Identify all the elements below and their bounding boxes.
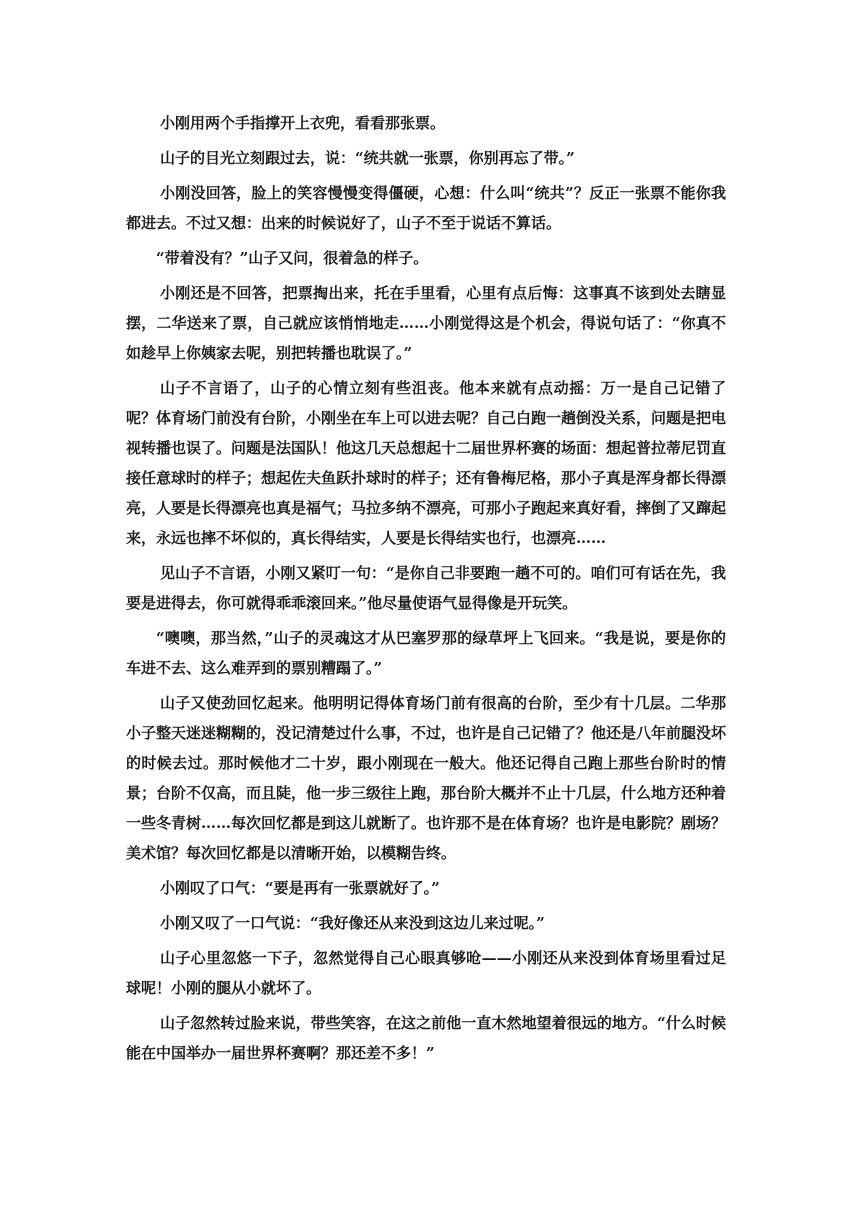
- paragraph-4: “带着没有？”山子又问，很着急的样子。: [156, 249, 429, 267]
- paragraph-10: 小刚叹了口气：“要是再有一张票就好了。”: [160, 879, 440, 897]
- article-body: [126, 108, 726, 1073]
- paragraph-13: 山子忽然转过脸来说，带些笑容，在这之前他一直木然地望着很远的地方。“什么时候能在中国举办一届世界杯赛啊？那还差不多！”: [126, 1014, 726, 1062]
- paragraph-2: 山子的目光立刻跟过去，说：“统共就一张票，你别再忘了带。”: [160, 149, 575, 167]
- paragraph-7: 见山子不言语，小刚又紧叮一句：“是你自己非要跑一趟不可的。咱们可有话在先，我要是进得去，你可就得乖乖滚回来。”他尽量使语气显得像是开玩笑。: [126, 564, 726, 612]
- paragraph-12: 山子心里忽悠一下子，忽然觉得自己心眼真够呛——小刚还从来没到体育场里看过足球呢！小刚的腿从小就坏了。: [126, 949, 726, 997]
- paragraph-8: “噢噢，那当然，”山子的灵魂这才从巴塞罗那的绿草坪上飞回来。“我是说，要是你的车进不去、这么难弄到的票别糟蹋了。”: [126, 629, 726, 677]
- paragraph-3: 小刚没回答，脸上的笑容慢慢变得僵硬，心想：什么叫“统共”？反正一张票不能你我都进去。不过又想：出来的时候说好了，山子不至于说话不算话。: [126, 184, 726, 232]
- paragraph-11: 小刚又叹了一口气说：“我好像还从来没到这边儿来过呢。”: [160, 914, 545, 932]
- paragraph-9: 山子又使劲回忆起来。他明明记得体育场门前有很高的台阶，至少有十几层。二华那小子整天迷迷糊糊的，没记清楚过什么事，不过，也许是自己记错了？他还是八年前腿没坏的时候去过。那时候他才二十岁，跟小刚现在一般大。他还记得自己跑上那些台阶时的情景；台阶不仅高，而且陡，他一步三级往上跑，那台阶大概并不止十几层，什么地方还种着一些冬青树……每次回忆都是到这儿就断了。也许那不是在体育场？也许是电影院？剧场？美术馆？每次回忆都是以清晰开始，以模糊告终。: [126, 694, 727, 862]
- paragraph-1: 小刚用两个手指撑开上衣兜，看看那张票。: [160, 114, 446, 132]
- paragraph-6: 山子不言语了，山子的心情立刻有些沮丧。他本来就有点动摇：万一是自己记错了呢？体育场门前没有台阶，小刚坐在车上可以进去呢？自己白跑一趟倒没关系，问题是把电视转播也误了。问题是法国队！他这几天总想起十二届世界杯赛的场面：想起普拉蒂尼罚直接任意球时的样子；想起佐夫鱼跃扑球时的样子；还有鲁梅尼格，那小子真是浑身都长得漂亮，人要是长得漂亮也真是福气；马拉多纳不漂亮，可那小子跑起来真好看，摔倒了又蹿起来，永远也摔不坏似的，真长得结实，人要是长得结实也行，也漂亮……: [126, 379, 727, 547]
- paragraph-5: 小刚还是不回答，把票掏出来，托在手里看，心里有点后悔：这事真不该到处去瞎显摆，二华送来了票，自己就应该悄悄地走……小刚觉得这是个机会，得说句话了：“你真不如趁早上你姨家去呢，别把转播也耽误了。”: [126, 284, 726, 362]
